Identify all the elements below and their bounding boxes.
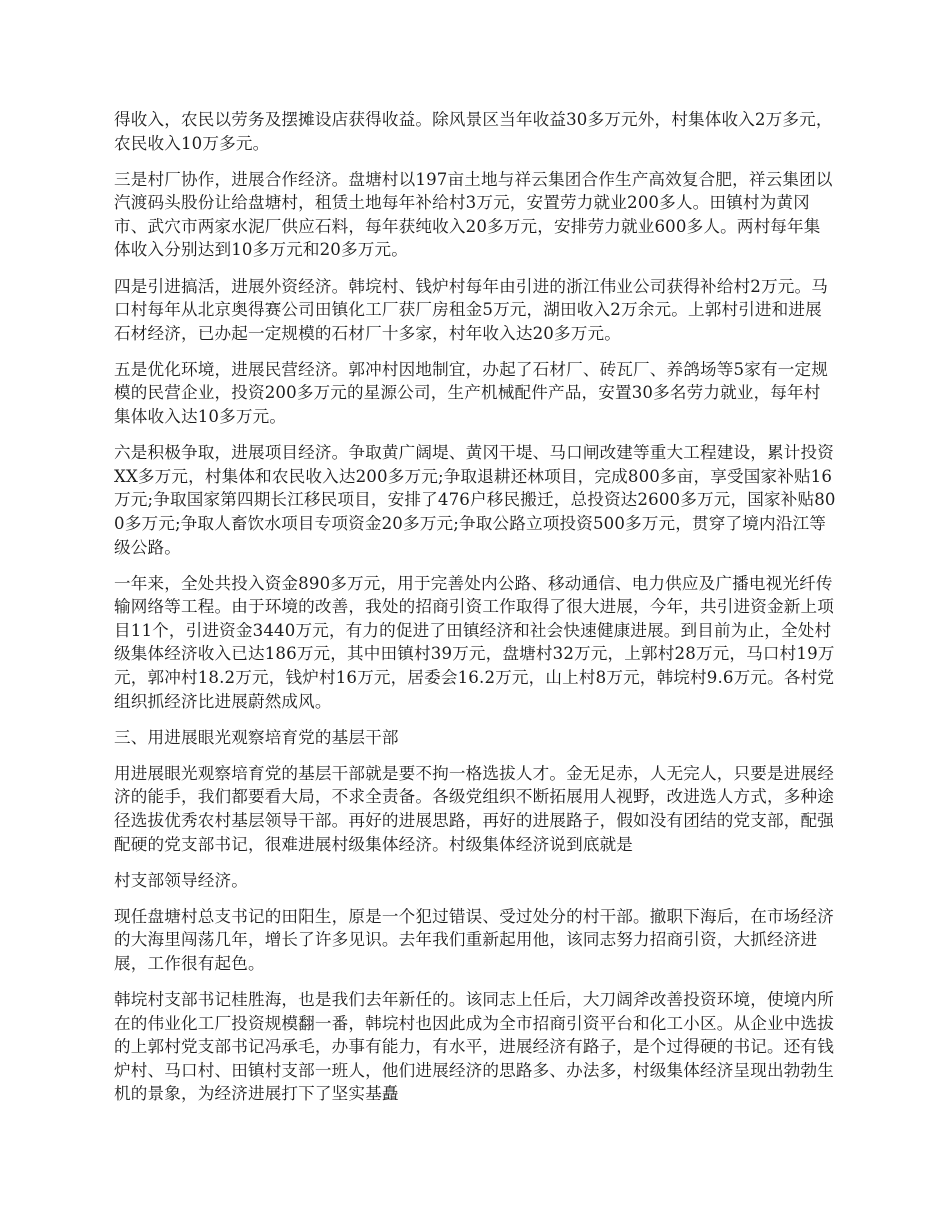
paragraph-income-continuation: 得收入，农民以劳务及摆摊设店获得收益。除风景区当年收益30多万元外，村集体收入2万多元，农民收入10万多元。 (114, 110, 833, 153)
section-heading: 三、用进展眼光观察培育党的基层干部 (114, 727, 399, 747)
document-body (114, 108, 836, 1118)
paragraph-private-economy: 五是优化环境，进展民营经济。郭冲村因地制宜，办起了石材厂、砖瓦厂、养鸽场等5家有一定规模的民营企业，投资200多万元的星源公司，生产机械配件产品，安置30多名劳力就业，每年村集体收入达10多万元。 (114, 359, 828, 427)
paragraph-project-economy: 六是积极争取，进展项目经济。争取黄广阔堤、黄冈干堤、马口闸改建等重大工程建设，累计投资XX多万元，村集体和农民收入达200多万元;争取退耕还林项目，完成800多亩，享受国家补贴16万元;争取国家第四期长江移民项目，安排了476户移民搬迁，总投资达2600多万元，国家补贴800多万元;争取人畜饮水项目专项资金20多万元;争取公路立项投资500多万元，贯穿了境内沿江等级公路。 (114, 443, 836, 557)
paragraph-branch-leadership: 村支部领导经济。 (114, 870, 248, 890)
paragraph-cooperative-economy: 三是村厂协作，进展合作经济。盘塘村以197亩土地与祥云集团合作生产高效复合肥，祥云集团以汽渡码头股份让给盘塘村，租赁土地每年补给村3万元，安置劳力就业200多人。田镇村为黄冈市、武穴市两家水泥厂供应石料，每年获纯收入20多万元，安排劳力就业600多人。两村每年集体收入分别达到10多万元和20多万元。 (114, 169, 833, 260)
paragraph-foreign-investment: 四是引进搞活，进展外资经济。韩垸村、钱炉村每年由引进的浙江伟业公司获得补给村2万元。马口村每年从北京奥得赛公司田镇化工厂获厂房租金5万元，湖田收入2万余元。上郭村引进和进展石材经济，已办起一定规模的石材厂十多家，村年收入达20多万元。 (114, 276, 828, 343)
paragraph-cadre-selection: 用进展眼光观察培育党的基层干部就是要不拘一格选拔人才。金无足赤，人无完人，只要是进展经济的能手，我们都要看大局，不求全责备。各级党组织不断拓展用人视野，改进选人方式，多种途径选拔优秀农村基层领导干部。再好的进展思路，再好的进展路子，假如没有团结的党支部，配强配硬的党支部书记，很难进展村级集体经济。村级集体经济说到底就是 (114, 763, 834, 854)
paragraph-hanyuan-secretary: 韩垸村支部书记桂胜海，也是我们去年新任的。该同志上任后，大刀阔斧改善投资环境，使境内所在的伟业化工厂投资规模翻一番，韩垸村也因此成为全市招商引资平台和化工小区。从企业中选拔的上郭村党支部书记冯承毛，办事有能力，有水平，进展经济有路子，是个过得硬的书记。还有钱炉村、马口村、田镇村支部一班人，他们进展经济的思路多、办法多，村级集体经济呈现出勃勃生机的景象，为经济进展打下了坚实基矗 (114, 990, 834, 1104)
paragraph-annual-summary: 一年来，全处共投入资金890多万元，用于完善处内公路、移动通信、电力供应及广播电视光纤传输网络等工程。由于环境的改善，我处的招商引资工作取得了很大进展，今年，共引进资金新上项目11个，引进资金3440万元，有力的促进了田镇经济和社会快速健康进展。到目前为止，全处村级集体经济收入已达186万元，其中田镇村39万元，盘塘村32万元，上郭村28万元，马口村19万元，郭冲村18.2万元，钱炉村16万元，居委会16.2万元，山上村8万元，韩垸村9.6万元。各村党组织抓经济比进展蔚然成风。 (114, 573, 835, 711)
paragraph-pantang-secretary: 现任盘塘村总支书记的田阳生，原是一个犯过错误、受过处分的村干部。撤职下海后，在市场经济的大海里闯荡几年，增长了许多见识。去年我们重新起用他，该同志努力招商引资，大抓经济进展，工作很有起色。 (114, 906, 834, 973)
